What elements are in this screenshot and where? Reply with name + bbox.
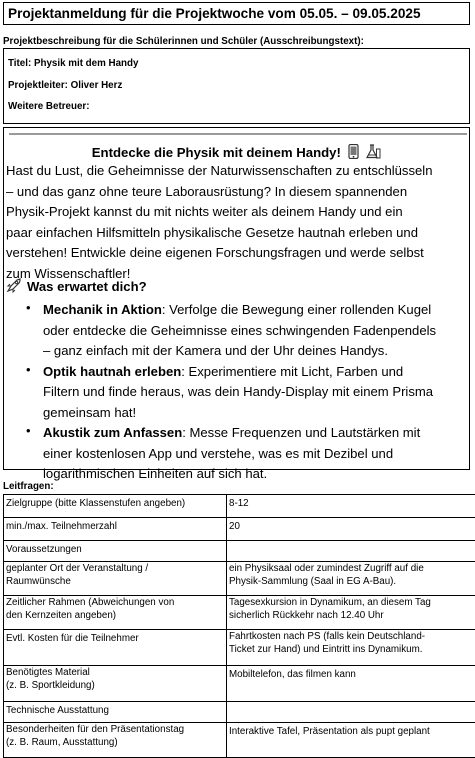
project-meta-box [3, 48, 470, 124]
table-row [4, 702, 475, 723]
table-row [4, 495, 475, 518]
cell-line: 8-12 [229, 498, 474, 511]
intro-line: paar einfachen Hilfsmitteln physikalische Gesetze hautnah erleben und [6, 223, 468, 244]
intro-line: verstehen! Entwickle deine eigenen Forschungsfragen und werde selbst [6, 243, 468, 264]
table-row [4, 630, 475, 666]
table-cell-value [227, 518, 475, 541]
cell-line: den Kernzeiten angeben) [6, 610, 224, 623]
guide-section-label: Leitfragen: [3, 481, 54, 492]
table-row [4, 541, 475, 562]
table-cell-label [4, 518, 227, 541]
list-item [4, 362, 469, 424]
bullet-text: : Experimentiere mit Licht, Farben und [181, 364, 403, 379]
cell-line: Fahrtkosten nach PS (falls kein Deutschland- [229, 631, 474, 644]
cell-line: Besonderheiten für den Präsentationstag [6, 724, 224, 737]
cell-line: Interaktive Tafel, Präsentation als pupt geplant [229, 726, 474, 739]
table-cell-value [227, 541, 475, 562]
cell-line: (z. B. Sportkleidung) [6, 680, 224, 693]
project-leader: Projektleiter: Oliver Herz [8, 80, 122, 91]
cell-line: 20 [229, 521, 474, 534]
intro-line: – und das ganz ohne teure Laborausrüstung? In diesem spannenden [6, 182, 468, 203]
cell-line: sicherlich Rückkehr nach 12.40 Uhr [229, 610, 474, 623]
cell-line: ein Physiksaal oder zumindest Zugriff auf die [229, 563, 474, 576]
cell-line: Evtl. Kosten für die Teilnehmer [6, 633, 224, 646]
table-cell-value [227, 562, 475, 596]
cell-line: Mobiltelefon, das filmen kann [229, 669, 474, 682]
cell-line: min./max. Teilnehmerzahl [6, 521, 224, 534]
bullet-text: – ganz einfach mit der Kamera und der Uhr deines Handys. [43, 341, 469, 362]
table-cell-label [4, 495, 227, 518]
cell-line: Ticket zur Hand) und Eintritt ins Dynamikum. [229, 644, 474, 657]
lab-icon [365, 144, 381, 162]
table-cell-value [227, 723, 475, 758]
bullet-dot: • [26, 300, 31, 315]
bullet-text: : Messe Frequenzen und Lautstärken mit [182, 425, 420, 440]
page-title-box [3, 2, 470, 25]
description-section-label: Projektbeschreibung für die Schülerinnen und Schüler (Ausschreibungstext): [3, 36, 364, 47]
expect-label: Was erwartet dich? [27, 279, 147, 294]
cell-line: Zielgruppe (bitte Klassenstufen angeben) [6, 498, 224, 511]
description-heading [4, 144, 469, 162]
table-cell-value [227, 702, 475, 723]
cell-line: Benötigtes Material [6, 667, 224, 680]
bullet-text: oder entdecke die Geheimnisse eines schwingenden Fadenpendels [43, 321, 469, 342]
intro-line: Physik-Projekt kannst du mit nichts weiter als deinem Handy und ein [6, 202, 468, 223]
table-cell-value [227, 630, 475, 666]
cell-line: Voraussetzungen [6, 544, 224, 557]
intro-line: zum Wissenschaftler! [6, 264, 468, 285]
table-cell-label [4, 562, 227, 596]
intro-line: Hast du Lust, die Geheimnisse der Naturwissenschaften zu entschlüsseln [6, 161, 468, 182]
table-cell-label [4, 630, 227, 666]
cell-line: Zeitlicher Rahmen (Abweichungen von [6, 597, 224, 610]
cell-line: Physik-Sammlung (Saal in EG A-Bau). [229, 576, 474, 589]
bullet-title: Mechanik in Aktion [43, 302, 162, 317]
table-cell-label [4, 666, 227, 702]
project-title: Titel: Physik mit dem Handy [8, 58, 138, 69]
intro-paragraph [6, 161, 468, 284]
bullet-text: gemeinsam hat! [43, 403, 469, 424]
bullet-dot: • [26, 362, 31, 377]
phone-icon [348, 144, 359, 162]
cell-line: (z. B. Raum, Ausstattung) [6, 737, 224, 750]
bullet-text: Filtern und finde heraus, was dein Handy-Display mit einem Prisma [43, 382, 469, 403]
table-row [4, 518, 475, 541]
table-row [4, 596, 475, 630]
table-cell-label [4, 596, 227, 630]
list-item [4, 300, 469, 362]
table-row [4, 562, 475, 596]
bullet-text: logarithmischen Einheiten auf sich hat. [43, 464, 469, 485]
bullet-text: einer kostenlosen App und verstehe, was es mit Dezibel und [43, 444, 469, 465]
table-row [4, 666, 475, 702]
cell-line: Technische Ausstattung [6, 705, 224, 718]
table-cell-label [4, 702, 227, 723]
table-cell-label [4, 723, 227, 758]
bullet-list [4, 300, 469, 485]
expect-heading [6, 278, 147, 296]
description-box [3, 127, 470, 470]
project-assistants: Weitere Betreuer: [8, 101, 90, 112]
cell-line: Tagesexkursion in Dynamikum, an diesem Tag [229, 597, 474, 610]
table-row [4, 723, 475, 758]
bullet-title: Optik hautnah erleben [43, 364, 181, 379]
divider [9, 133, 467, 135]
cell-line: geplanter Ort der Veranstaltung / [6, 563, 224, 576]
table-cell-value [227, 666, 475, 702]
cell-line: Raumwünsche [6, 576, 224, 589]
list-item [4, 423, 469, 485]
table-cell-value [227, 495, 475, 518]
bullet-text: : Verfolge die Bewegung einer rollenden Kugel [162, 302, 431, 317]
bullet-title: Akustik zum Anfassen [43, 425, 182, 440]
rocket-icon [6, 278, 22, 296]
page-title: Projektanmeldung für die Projektwoche vom 05.05. – 09.05.2025 [8, 6, 421, 21]
table-cell-value [227, 596, 475, 630]
table-cell-label [4, 541, 227, 562]
guide-table [3, 494, 475, 758]
bullet-dot: • [26, 423, 31, 438]
description-heading-text: Entdecke die Physik mit deinem Handy! [92, 145, 341, 160]
